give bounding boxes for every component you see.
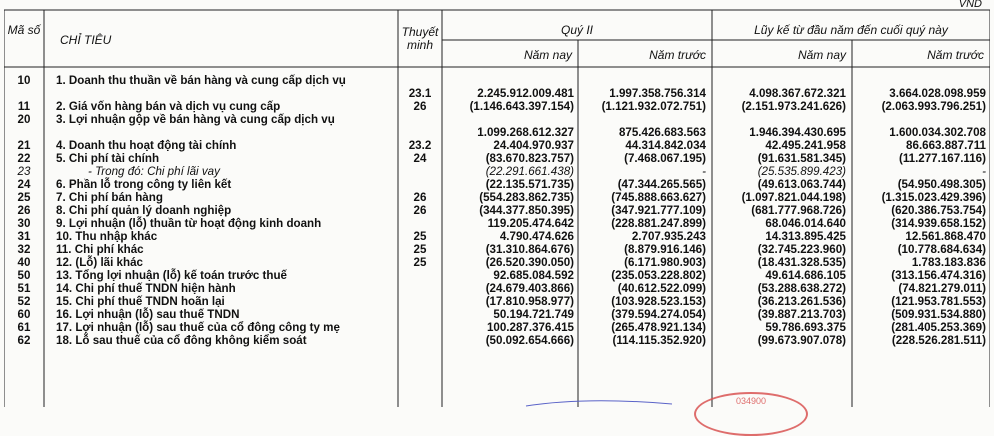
- row-code: 22: [17, 152, 31, 165]
- row-item: 16. Lợi nhuận (lỗ) sau thuế TNDN: [56, 308, 240, 321]
- table-row: [4, 165, 990, 178]
- table-row: [4, 256, 990, 269]
- row-y-prev: (121.953.781.553): [891, 295, 986, 308]
- row-y-now: (49.613.063.744): [757, 178, 846, 191]
- row-y-prev: 3.664.028.098.959: [889, 87, 986, 100]
- row-item: 2. Giá vốn hàng bán và dịch vụ cung cấp: [56, 100, 281, 113]
- row-code: 26: [17, 204, 31, 217]
- row-item: 4. Doanh thu hoạt động tài chính: [56, 139, 237, 152]
- row-y-now: (32.745.223.960): [757, 243, 846, 256]
- row-item: 14. Chi phí thuế TNDN hiện hành: [56, 282, 236, 295]
- statement-rows: [4, 74, 990, 347]
- row-code: 25: [17, 191, 31, 204]
- row-note: 26: [413, 100, 427, 113]
- row-code: 52: [17, 295, 31, 308]
- row-note: 25: [413, 230, 427, 243]
- row-code: 51: [17, 282, 31, 295]
- row-note: 25: [413, 256, 427, 269]
- row-q-now: (31.310.864.676): [485, 243, 574, 256]
- row-y-prev: (509.931.534.880): [891, 308, 986, 321]
- row-item: 8. Chi phí quản lý doanh nghiệp: [56, 204, 232, 217]
- row-q-now: (22.291.661.438): [485, 165, 574, 178]
- row-code: 50: [17, 269, 31, 282]
- row-y-now: 4.098.367.672.321: [749, 87, 846, 100]
- row-q-now: (344.377.850.395): [479, 204, 574, 217]
- row-q-prev: (47.344.265.565): [617, 178, 706, 191]
- row-item: 12. (Lỗ) lãi khác: [56, 256, 143, 269]
- row-q-prev: 44.314.842.034: [625, 139, 706, 152]
- row-y-prev: (281.405.253.369): [891, 321, 986, 334]
- row-q-now: 24.404.970.937: [493, 139, 574, 152]
- row-y-now: (99.673.907.078): [757, 334, 846, 347]
- row-note: 25: [413, 243, 427, 256]
- row-code: 30: [17, 217, 31, 230]
- row-item: 18. Lỗ sau thuế của cổ đông không kiểm soát: [56, 334, 307, 347]
- row-y-prev: (620.386.753.754): [891, 204, 986, 217]
- row-note: 24: [413, 152, 427, 165]
- table-row: [4, 152, 990, 165]
- row-code: 31: [17, 230, 31, 243]
- row-y-now: (2.151.973.241.626): [741, 100, 846, 113]
- table-row: [4, 204, 990, 217]
- table-row: [4, 139, 990, 152]
- row-q-prev: (379.594.274.054): [611, 308, 706, 321]
- table-row: [4, 74, 990, 100]
- row-q-now: (83.670.823.757): [485, 152, 574, 165]
- header-code: Mã số: [7, 23, 41, 37]
- company-stamp: [694, 392, 808, 436]
- row-q-now: (24.679.403.866): [485, 282, 574, 295]
- row-q-now: 119.205.474.642: [487, 217, 574, 230]
- row-code: 60: [17, 308, 31, 321]
- table-row: [4, 308, 990, 321]
- row-q-prev: (265.478.921.134): [611, 321, 706, 334]
- row-code: 11: [17, 100, 31, 113]
- row-y-prev: (54.950.498.305): [897, 178, 986, 191]
- row-y-prev: (313.156.474.316): [891, 269, 986, 282]
- row-y-prev: 86.663.887.711: [906, 139, 986, 152]
- header-y-this-year: Năm nay: [797, 48, 846, 62]
- row-code: 62: [17, 334, 31, 347]
- row-q-prev: (7.468.067.195): [624, 152, 706, 165]
- row-item: 6. Phần lỗ trong công ty liên kết: [56, 178, 232, 191]
- table-row: [4, 243, 990, 256]
- row-q-prev: -: [702, 165, 706, 178]
- row-q-prev: (347.921.777.109): [611, 204, 706, 217]
- row-y-now: 68.046.014.640: [765, 217, 846, 230]
- row-q-now: (17.810.958.977): [485, 295, 574, 308]
- row-y-prev: 12.561.868.470: [905, 230, 986, 243]
- row-code: 20: [17, 113, 31, 126]
- table-row: [4, 178, 990, 191]
- row-code: 40: [17, 256, 31, 269]
- row-item: 17. Lợi nhuận (lỗ) sau thuế của cổ đông công ty mẹ: [56, 321, 340, 334]
- row-y-now: (25.535.899.423): [757, 165, 846, 178]
- row-code: 61: [17, 321, 31, 334]
- row-note: 23.2: [408, 139, 432, 152]
- row-item: 11. Chi phí khác: [56, 243, 144, 256]
- table-row: [4, 282, 990, 295]
- row-y-now: 59.786.693.375: [765, 321, 846, 334]
- row-q-now: (26.520.390.050): [485, 256, 574, 269]
- table-row: [4, 321, 990, 334]
- table-row: [4, 230, 990, 243]
- table-row: [4, 334, 990, 347]
- row-item: 3. Lợi nhuận gộp về bán hàng và cung cấp dịch vụ: [56, 113, 335, 126]
- table-row: [4, 295, 990, 308]
- header-y-prev-year: Năm trước: [927, 48, 984, 62]
- row-item: - Trong đó: Chi phí lãi vay: [88, 165, 220, 178]
- table-row: [4, 113, 990, 139]
- row-code: 10: [17, 74, 31, 87]
- header-q-this-year: Năm nay: [523, 48, 572, 62]
- row-y-now: (681.777.968.726): [751, 204, 846, 217]
- row-item: 9. Lợi nhuận (lỗ) thuần từ hoạt động kinh doanh: [56, 217, 322, 230]
- row-code: 32: [17, 243, 31, 256]
- header-ytd: Lũy kế từ đầu năm đến cuối quý này: [754, 23, 948, 37]
- row-item: 10. Thu nhập khác: [56, 230, 158, 243]
- row-q-now: 50.194.721.749: [493, 308, 574, 321]
- row-q-now: (22.135.571.735): [485, 178, 574, 191]
- row-q-prev: (8.879.916.146): [624, 243, 706, 256]
- row-code: 21: [17, 139, 31, 152]
- row-q-now: 100.287.376.415: [486, 321, 574, 334]
- header-note: Thuyết minh: [401, 25, 439, 52]
- row-q-prev: (6.171.980.903): [624, 256, 706, 269]
- row-y-now: (36.213.261.536): [757, 295, 846, 308]
- row-q-now: 2.245.912.009.481: [477, 87, 574, 100]
- row-q-prev: (745.888.663.627): [611, 191, 706, 204]
- stamp-number: 034900: [735, 396, 767, 406]
- row-note: 26: [413, 204, 427, 217]
- row-y-now: 49.614.686.105: [765, 269, 846, 282]
- row-y-prev: 1.783.183.836: [911, 256, 986, 269]
- row-item: 1. Doanh thu thuần về bán hàng và cung cấp dịch vụ: [56, 74, 346, 87]
- row-y-prev: (228.526.281.511): [891, 334, 986, 347]
- row-q-prev: 875.426.683.563: [618, 126, 706, 139]
- row-item: 5. Chi phí tài chính: [56, 152, 160, 165]
- row-q-now: 4.790.474.626: [499, 230, 574, 243]
- row-q-now: 1.099.268.612.327: [477, 126, 574, 139]
- row-q-now: (554.283.862.735): [479, 191, 574, 204]
- row-y-prev: 1.600.034.302.708: [889, 126, 986, 139]
- row-y-now: 42.495.241.958: [765, 139, 846, 152]
- row-item: 7. Chi phí bán hàng: [56, 191, 163, 204]
- row-item: 13. Tổng lợi nhuận (lỗ) kế toán trước thuế: [56, 269, 287, 282]
- table-row: [4, 191, 990, 204]
- row-y-prev: (10.778.684.634): [897, 243, 986, 256]
- row-note: 26: [413, 191, 427, 204]
- row-y-now: (91.631.581.345): [757, 152, 846, 165]
- row-q-prev: (1.121.932.072.751): [601, 100, 706, 113]
- header-quarter: Quý II: [560, 23, 593, 37]
- row-y-prev: (2.063.993.796.251): [881, 100, 986, 113]
- row-y-prev: (314.939.658.152): [891, 217, 986, 230]
- row-y-prev: (11.277.167.116): [898, 152, 986, 165]
- row-y-now: (18.431.328.535): [757, 256, 846, 269]
- row-q-now: (1.146.643.397.154): [469, 100, 574, 113]
- row-y-now: (1.097.821.044.198): [741, 191, 846, 204]
- currency-label: VND: [958, 0, 982, 10]
- table-row: [4, 100, 990, 113]
- table-row: [4, 217, 990, 230]
- row-item: 15. Chi phí thuế TNDN hoãn lại: [56, 295, 225, 308]
- row-q-now: 92.685.084.592: [493, 269, 574, 282]
- row-q-prev: (228.881.247.899): [611, 217, 706, 230]
- row-y-now: 1.946.394.430.695: [749, 126, 846, 139]
- row-y-now: 14.313.895.425: [765, 230, 846, 243]
- header-item: CHỈ TIÊU: [60, 33, 112, 47]
- row-q-now: (50.092.654.666): [485, 334, 574, 347]
- income-statement: [4, 0, 990, 407]
- row-q-prev: (235.053.228.802): [611, 269, 706, 282]
- row-q-prev: (40.612.522.099): [617, 282, 706, 295]
- row-code: 23: [17, 165, 31, 178]
- row-q-prev: (103.928.523.153): [611, 295, 706, 308]
- row-q-prev: 1.997.358.756.314: [609, 87, 706, 100]
- row-y-prev: (74.821.279.011): [898, 282, 986, 295]
- row-code: 24: [17, 178, 31, 191]
- row-note: 23.1: [408, 87, 432, 100]
- row-y-now: (39.887.213.703): [757, 308, 846, 321]
- header-q-prev-year: Năm trước: [649, 48, 706, 62]
- row-q-prev: 2.707.935.243: [631, 230, 706, 243]
- row-y-prev: (1.315.023.429.396): [881, 191, 986, 204]
- row-y-prev: -: [982, 165, 986, 178]
- row-y-now: (53.288.638.272): [757, 282, 846, 295]
- table-row: [4, 269, 990, 282]
- row-q-prev: (114.115.352.920): [612, 334, 706, 347]
